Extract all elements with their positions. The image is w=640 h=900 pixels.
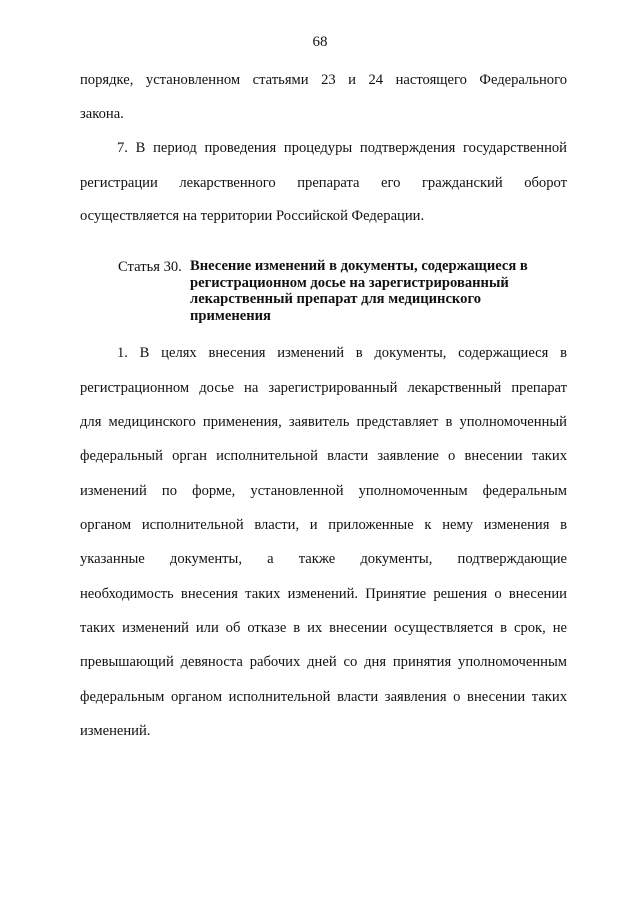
text-line: федеральный орган исполнительной власти заявление о внесении таких bbox=[80, 448, 567, 464]
article-label: Статья 30. bbox=[118, 259, 182, 275]
text-line: изменений. bbox=[80, 723, 151, 739]
text-line: таких изменений или об отказе в их внесении осуществляется в срок, не bbox=[80, 620, 567, 636]
article-title-line: регистрационном досье на зарегистрированный bbox=[190, 274, 509, 291]
article-title-line: Внесение изменений в документы, содержащиеся в bbox=[190, 258, 528, 274]
text-line: закона. bbox=[80, 106, 124, 122]
page-number: 68 bbox=[312, 34, 328, 50]
article-title-line: лекарственный препарат для медицинского bbox=[190, 291, 482, 307]
text-line: превышающий девяноста рабочих дней со дня принятия уполномоченным bbox=[80, 654, 567, 670]
article-title bbox=[190, 258, 570, 324]
text-line: изменений по форме, установленной уполномоченным федеральным bbox=[80, 483, 567, 499]
text-line: регистрации лекарственного препарата его гражданский оборот bbox=[80, 175, 567, 191]
text-line: для медицинского применения, заявитель представляет в уполномоченный bbox=[80, 414, 567, 430]
text-line: необходимость внесения таких изменений. Принятие решения о внесении bbox=[80, 586, 567, 602]
text-line: осуществляется на территории Российской Федерации. bbox=[80, 208, 425, 224]
text-line: порядке, установленном статьями 23 и 24 настоящего Федерального bbox=[80, 72, 567, 88]
text-line: федеральным органом исполнительной власти заявления о внесении таких bbox=[80, 689, 567, 705]
article-title-line: применения bbox=[190, 307, 271, 324]
text-line: органом исполнительной власти, и приложенные к нему изменения в bbox=[80, 517, 567, 533]
text-line: указанные документы, а также документы, подтверждающие bbox=[80, 551, 567, 567]
text-line: регистрационном досье на зарегистрированный лекарственный препарат bbox=[80, 380, 567, 396]
text-line: 7. В период проведения процедуры подтверждения государственной bbox=[117, 140, 567, 156]
text-line: 1. В целях внесения изменений в документы, содержащиеся в bbox=[117, 345, 567, 361]
